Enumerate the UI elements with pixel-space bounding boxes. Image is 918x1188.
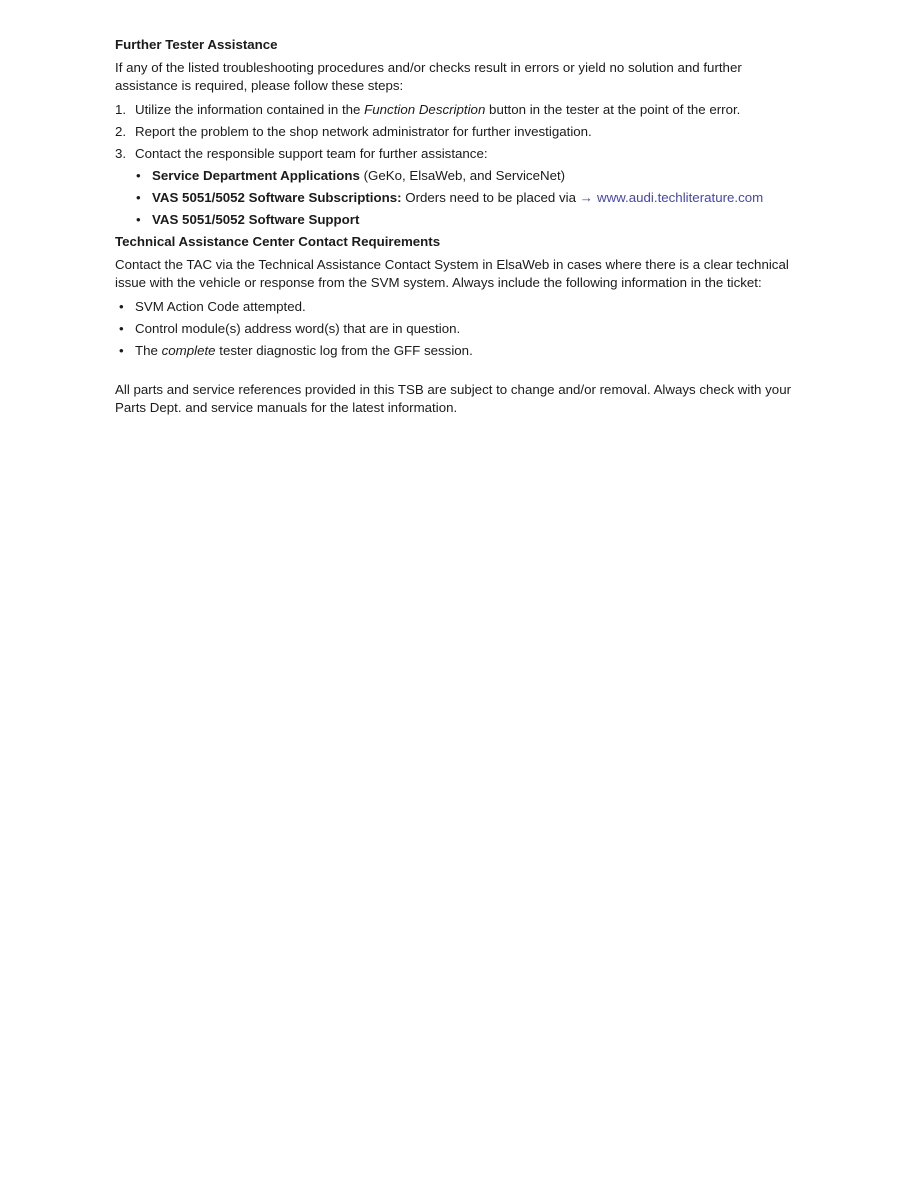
step-text-post: button in the tester at the point of the error. <box>485 102 741 117</box>
tester-steps-list <box>115 101 793 163</box>
document-content <box>115 36 793 423</box>
ticket-info-list <box>115 298 793 360</box>
bullet-icon: • <box>119 321 124 336</box>
step-text-pre: Report the problem to the shop network administrator for further investigation. <box>135 124 592 139</box>
ticket-info-pre: Control module(s) address word(s) that are in question. <box>135 321 461 336</box>
ticket-info-text <box>135 320 793 338</box>
support-item-rest: (GeKo, ElsaWeb, and ServiceNet) <box>359 168 566 183</box>
ticket-info-pre: SVM Action Code attempted. <box>135 299 306 314</box>
ticket-info-item-3 <box>119 342 793 360</box>
ticket-info-pre: The <box>135 343 162 358</box>
support-item-bold: VAS 5051/5052 Software Support <box>152 212 360 227</box>
support-item-bold: Service Department Applications <box>152 168 360 183</box>
support-list-item-1 <box>136 167 793 185</box>
tsb-disclaimer-paragraph: All parts and service references provided in this TSB are subject to change and/or removal. Always check with your Parts Dept. and service manuals for the latest information. <box>115 382 792 415</box>
step-text-pre: Utilize the information contained in the <box>135 102 365 117</box>
step-item-2 <box>115 123 793 141</box>
arrow-icon: → <box>579 190 593 205</box>
bullet-icon: • <box>119 343 124 358</box>
support-list-item-3 <box>136 211 793 229</box>
further-tester-assistance-heading: Further Tester Assistance <box>115 37 278 52</box>
ticket-info-item-1 <box>119 298 793 316</box>
step-text <box>135 101 793 119</box>
step-text-italic: Function Description <box>364 102 486 117</box>
support-teams-list <box>115 167 793 229</box>
bullet-icon: • <box>136 190 141 205</box>
step-text <box>135 123 793 141</box>
step-item-1 <box>115 101 793 119</box>
ticket-info-italic: complete <box>161 343 216 358</box>
support-list-item-2 <box>136 189 793 207</box>
tac-requirements-heading: Technical Assistance Center Contact Requirements <box>115 234 441 249</box>
support-item-text <box>152 167 793 185</box>
tac-intro-paragraph: Contact the TAC via the Technical Assistance Contact System in ElsaWeb in cases where there is a clear technical issue with the vehicle or response from the SVM system. Always include the following information in the ticket: <box>115 257 789 290</box>
bullet-icon: • <box>136 212 141 227</box>
step-text <box>135 145 793 163</box>
support-item-text <box>152 211 793 229</box>
techliterature-link[interactable]: www.audi.techliterature.com <box>596 190 764 205</box>
step-text-pre: Contact the responsible support team for further assistance: <box>135 146 488 161</box>
ticket-info-item-2 <box>119 320 793 338</box>
ticket-info-text <box>135 298 793 316</box>
step-number: 1. <box>115 102 127 117</box>
bullet-icon: • <box>136 168 141 183</box>
step-number: 2. <box>115 124 127 139</box>
support-item-text <box>152 189 793 207</box>
tester-intro-paragraph: If any of the listed troubleshooting procedures and/or checks result in errors or yield no solution and further assistance is required, please follow these steps: <box>115 60 742 93</box>
step-item-3 <box>115 145 793 163</box>
support-item-rest: Orders need to be placed via <box>401 190 580 205</box>
ticket-info-text <box>135 342 793 360</box>
step-number: 3. <box>115 146 127 161</box>
ticket-info-post: tester diagnostic log from the GFF session. <box>215 343 473 358</box>
bullet-icon: • <box>119 299 124 314</box>
support-item-bold: VAS 5051/5052 Software Subscriptions: <box>152 190 402 205</box>
